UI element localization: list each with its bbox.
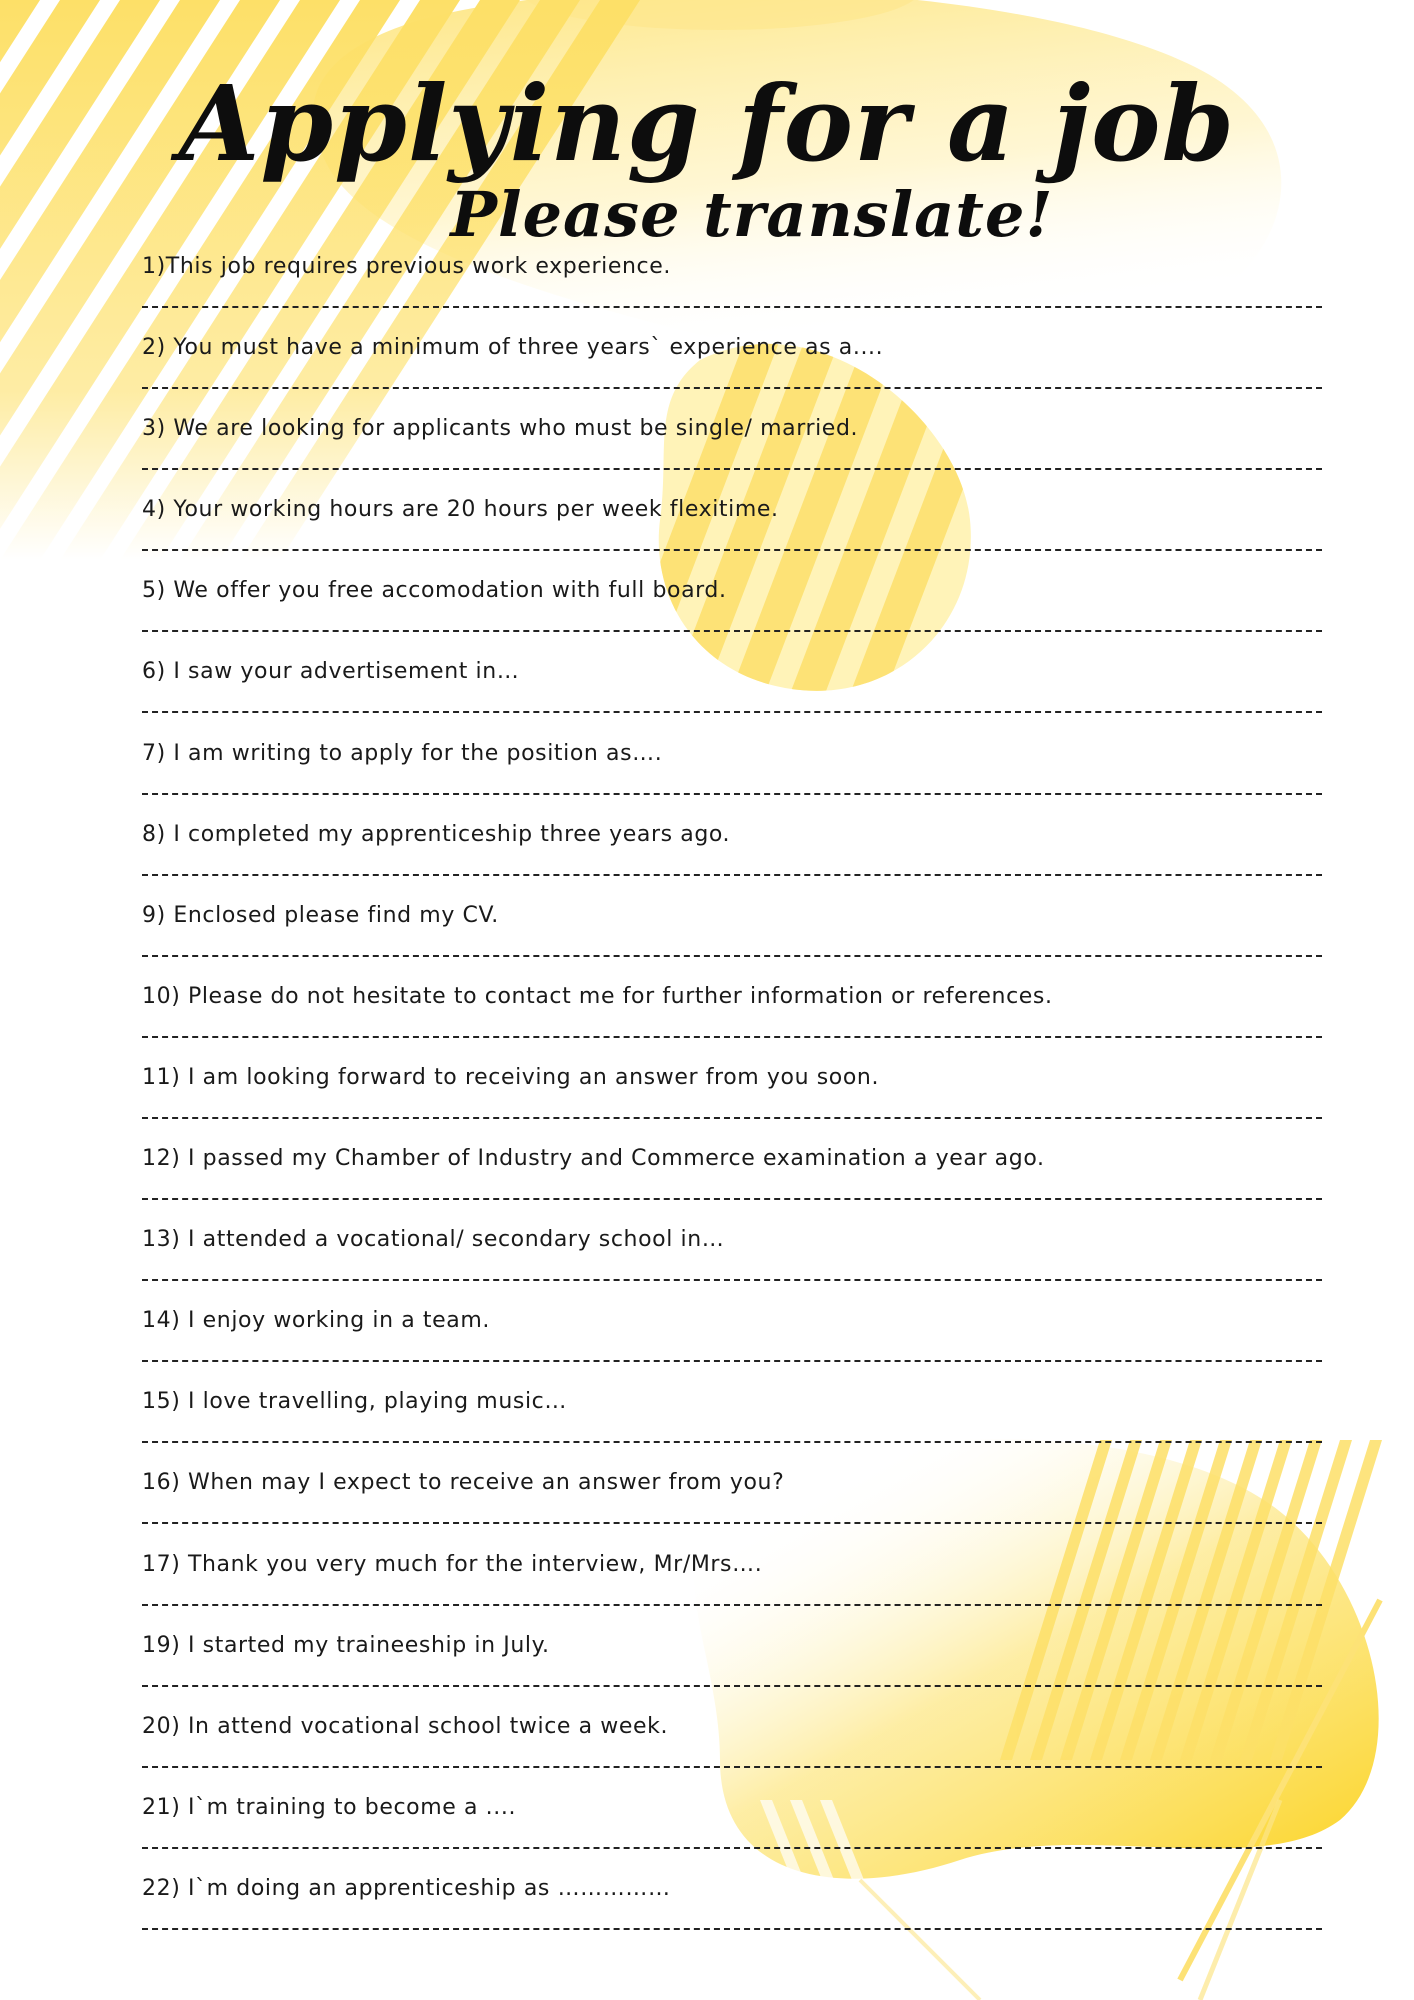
question-item	[142, 1306, 1322, 1387]
answer-line[interactable]	[142, 1522, 1322, 1524]
answer-line[interactable]	[142, 955, 1322, 957]
question-item	[142, 1793, 1322, 1874]
question-text: 11) I am looking forward to receiving an answer from you soon.	[142, 1064, 880, 1090]
question-item	[142, 1144, 1322, 1225]
question-item	[142, 576, 1322, 657]
question-text: 12) I passed my Chamber of Industry and Commerce examination a year ago.	[142, 1146, 1045, 1172]
question-text: 4) Your working hours are 20 hours per week flexitime.	[142, 497, 779, 523]
answer-line[interactable]	[142, 711, 1322, 713]
answer-line[interactable]	[142, 1441, 1322, 1443]
answer-line[interactable]	[142, 1604, 1322, 1606]
question-item	[142, 495, 1322, 576]
question-item	[142, 1550, 1322, 1631]
answer-line[interactable]	[142, 468, 1322, 470]
answer-line[interactable]	[142, 1360, 1322, 1362]
answer-line[interactable]	[142, 630, 1322, 632]
question-text: 16) When may I expect to receive an answer from you?	[142, 1470, 785, 1496]
question-item	[142, 1712, 1322, 1793]
answer-line[interactable]	[142, 549, 1322, 551]
answer-line[interactable]	[142, 1198, 1322, 1200]
answer-line[interactable]	[142, 874, 1322, 876]
question-item	[142, 1631, 1322, 1712]
question-text: 13) I attended a vocational/ secondary school in…	[142, 1227, 725, 1253]
answer-line[interactable]	[142, 793, 1322, 795]
question-text: 17) Thank you very much for the interview, Mr/Mrs….	[142, 1551, 763, 1577]
question-text: 20) In attend vocational school twice a week.	[142, 1713, 669, 1739]
question-text: 8) I completed my apprenticeship three years ago.	[142, 821, 731, 847]
question-text: 7) I am writing to apply for the position as….	[142, 740, 663, 766]
question-item	[142, 1225, 1322, 1306]
answer-line[interactable]	[142, 1766, 1322, 1768]
question-text: 22) I`m doing an apprenticeship as ……………	[142, 1875, 671, 1901]
answer-line[interactable]	[142, 1685, 1322, 1687]
question-text: 15) I love travelling, playing music…	[142, 1389, 567, 1415]
question-item	[142, 739, 1322, 820]
question-list	[142, 252, 1322, 1955]
answer-line[interactable]	[142, 387, 1322, 389]
question-text: 21) I`m training to become a ....	[142, 1794, 517, 1820]
answer-line[interactable]	[142, 306, 1322, 308]
question-item	[142, 820, 1322, 901]
question-item	[142, 657, 1322, 738]
question-text: 19) I started my traineeship in July.	[142, 1632, 550, 1658]
answer-line[interactable]	[142, 1279, 1322, 1281]
question-item	[142, 333, 1322, 414]
question-text: 6) I saw your advertisement in…	[142, 659, 520, 685]
question-item	[142, 1874, 1322, 1955]
question-item	[142, 1468, 1322, 1549]
question-text: 1)This job requires previous work experience.	[142, 254, 671, 279]
question-item	[142, 901, 1322, 982]
question-text: 14) I enjoy working in a team.	[142, 1308, 490, 1334]
question-item	[142, 1387, 1322, 1468]
question-text: 10) Please do not hesitate to contact me for further information or references.	[142, 983, 1053, 1009]
question-item	[142, 982, 1322, 1063]
answer-line[interactable]	[142, 1117, 1322, 1119]
page-title: Applying for a job	[178, 62, 1236, 185]
question-item	[142, 1063, 1322, 1144]
question-text: 2) You must have a minimum of three years` experience as a....	[142, 335, 884, 361]
answer-line[interactable]	[142, 1928, 1322, 1930]
question-item	[142, 252, 1322, 333]
question-item	[142, 414, 1322, 495]
question-text: 3) We are looking for applicants who must be single/ married.	[142, 416, 859, 442]
question-text: 5) We offer you free accomodation with full board.	[142, 578, 727, 604]
page-subtitle: Please translate!	[450, 178, 1054, 251]
answer-line[interactable]	[142, 1847, 1322, 1849]
question-text: 9) Enclosed please find my CV.	[142, 902, 499, 928]
answer-line[interactable]	[142, 1036, 1322, 1038]
